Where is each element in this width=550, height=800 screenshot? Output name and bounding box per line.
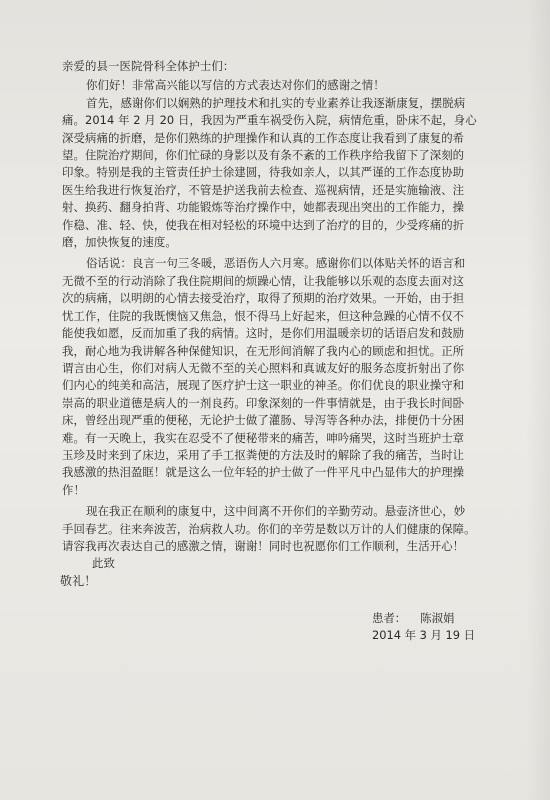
greeting: 你们好！非常高兴能以写信的方式表达对你们的感谢之情！ — [86, 78, 385, 93]
text-line: 手回春艺。往来奔波苦，治病救人功。你们的辛劳是数以万计的人们健康的保障。 — [62, 521, 476, 536]
text-line: 能使我如愿，反而加重了我的病情。这时，是你们用温暖亲切的话语启发和鼓励 — [62, 326, 465, 341]
letter-body — [62, 58, 502, 590]
text-line: 医生给我进行恢复治疗，不管是护送我前去检查、巡视病情，还是实施输液、注 — [62, 182, 465, 197]
paragraph-1 — [62, 95, 502, 252]
paragraph-2 — [62, 255, 502, 499]
text-line: 望。住院治疗期间，你们忙碌的身影以及有条不紊的工作秩序给我留下了深刻的 — [62, 148, 465, 163]
text-line: 崇高的职业道德是病人的一剂良药。印象深刻的一件事情就是，由于我长时间卧 — [62, 395, 465, 410]
salutation: 亲爱的县一医院骨科全体护士们： — [62, 59, 235, 73]
text-line: 我感激的热泪盈眶！就是这么一位年轻的护士做了一件平凡中凸显伟大的护理操 — [62, 465, 465, 480]
text-line: 次的病痛，以明朗的心情去接受治疗，取得了预期的治疗效果。一开始，由于担 — [62, 291, 465, 306]
closing-jingli: 敬礼！ — [60, 573, 97, 588]
paragraph-3 — [62, 503, 502, 555]
text-line: 床，曾经出现严重的便秘，无论护士做了灌肠、导泻等各种办法，排便仍十分困 — [62, 413, 465, 428]
letter-date: 2014 年 3 月 19 日 — [372, 628, 476, 642]
patient-name: 陈淑娟 — [420, 611, 455, 625]
text-line: 无微不至的行动消除了我住院期间的烦躁心情，让我能够以乐观的态度去面对这 — [62, 273, 465, 288]
text-line: 磨，加快恢复的速度。 — [62, 235, 177, 250]
text-line: 作稳、准、轻、快，使我在相对轻松的环境中达到了治疗的目的，少受疼痛的折 — [62, 217, 465, 232]
text-line: 作！ — [62, 482, 85, 497]
signature-block — [372, 610, 475, 644]
text-line: 忧工作，住院的我既懊恼又焦急，恨不得马上好起来，但这种急躁的心情不仅不 — [62, 308, 465, 323]
patient-label: 患者： — [372, 611, 407, 625]
text-line: 请容我再次表达自己的感激之情，谢谢！同时也祝愿你们工作顺利，生活开心！ — [62, 538, 465, 553]
text-line: 射、换药、翻身拍背、功能锻炼等治疗操作中，她都表现出突出的工作能力，操 — [62, 200, 465, 215]
text-line: 俗话说：良言一句三冬暖，恶语伤人六月寒。感谢你们以体贴关怀的语言和 — [86, 256, 466, 271]
text-line: 玉珍及时来到了床边，采用了手工抠粪便的方法及时的解除了我的痛苦，当时让 — [62, 447, 465, 462]
closing-cizhi: 此致 — [92, 556, 115, 571]
text-line: 首先，感谢你们以娴熟的护理技术和扎实的专业素养让我逐渐康复，摆脱病 — [86, 95, 466, 110]
text-line: 印象。特别是我的主管责任护士徐建圆，待我如亲人，以其严谨的工作态度协助 — [62, 165, 465, 180]
text-line: 我，耐心地为我讲解各种保健知识，在无形间消解了我内心的顾虑和担忧。正所 — [62, 343, 465, 358]
text-line: 现在我正在顺利的康复中，这中间离不开你们的辛勤劳动。悬壶济世心，妙 — [86, 504, 466, 519]
page-edge-shadow — [526, 0, 550, 800]
text-line: 痛。2014 年 2 月 20 日，我因为严重车祸受伤入院，病情危重，卧床不起，身心 — [62, 113, 477, 128]
text-line: 谓言由心生，你们对病人无微不至的关心照料和真诚友好的服务态度折射出了你 — [62, 360, 465, 375]
text-line: 们内心的纯美和高洁，展现了医疗护士这一职业的神圣。你们优良的职业操守和 — [62, 378, 465, 393]
text-line: 深受病痛的折磨，是你们熟练的护理操作和认真的工作态度让我看到了康复的希 — [62, 130, 465, 145]
text-line: 难。有一天晚上，我实在忍受不了便秘带来的痛苦，呻吟痛哭，这时当班护士章 — [62, 430, 465, 445]
